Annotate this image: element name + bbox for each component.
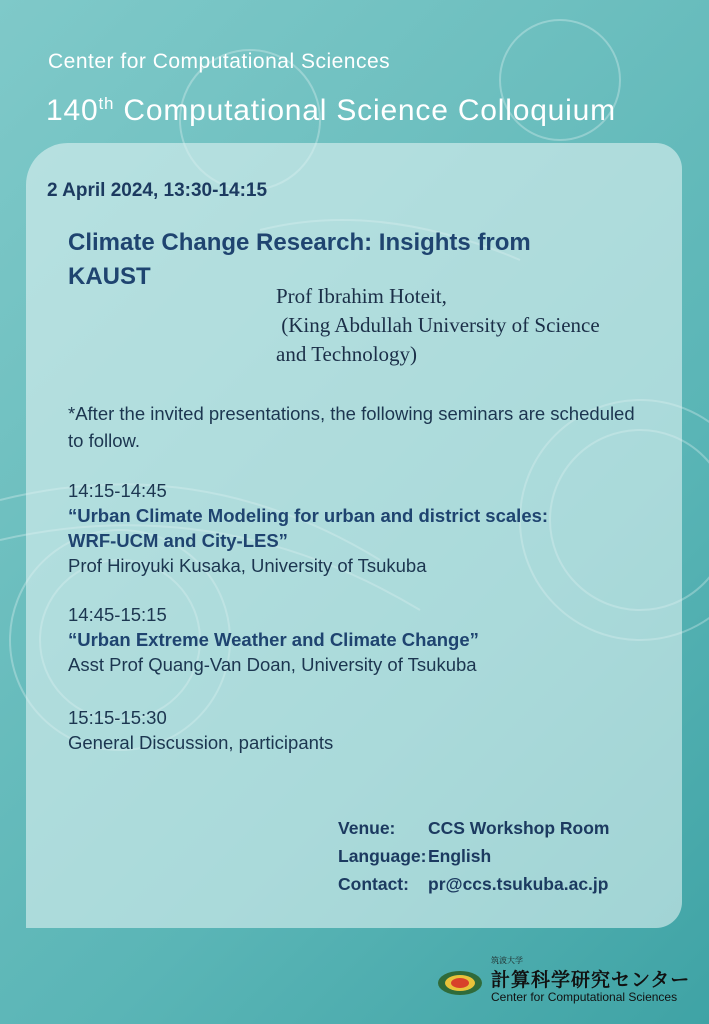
speaker-line: and Technology): [276, 342, 418, 366]
logo-japanese-name: 計算科学研究センター: [491, 970, 691, 991]
contact-label: Contact:: [338, 874, 409, 894]
session-speaker: Asst Prof Quang-Van Doan, University of Tsukuba: [68, 654, 477, 675]
speaker-line: Prof Ibrahim Hoteit,: [276, 284, 447, 308]
header-organization: Center for Computational Sciences: [48, 50, 391, 73]
schedule-note: *After the invited presentations, the following seminars are scheduled to follow.: [68, 403, 635, 451]
session-speaker: General Discussion, participants: [68, 732, 334, 753]
page-title: [46, 94, 616, 128]
session-time: 14:45-15:15: [68, 604, 167, 625]
session-title: “Urban Extreme Weather and Climate Change”: [68, 629, 479, 650]
language-label: Language:: [338, 846, 427, 866]
session-title: “Urban Climate Modeling for urban and district scales:: [68, 505, 549, 526]
venue-row: [338, 814, 610, 842]
ccs-logo-mark-icon: [437, 970, 483, 996]
session-3: [68, 705, 668, 755]
keynote-speaker: [276, 282, 656, 369]
venue-label: Venue:: [338, 818, 396, 838]
title-number: 140: [46, 94, 99, 127]
session-title: WRF-UCM and City-LES”: [68, 530, 288, 551]
ccs-logo: [437, 955, 697, 1005]
title-suffix: th: [98, 94, 115, 113]
venue-value: CCS Workshop Room: [428, 818, 610, 838]
event-info: [338, 814, 610, 898]
language-row: [338, 842, 610, 870]
session-time: 14:15-14:45: [68, 480, 167, 501]
speaker-line: (King Abdullah University of Science: [276, 313, 600, 337]
event-date: 2 April 2024, 13:30-14:15: [47, 180, 268, 201]
language-value: English: [428, 846, 492, 866]
talk-title: Climate Change Research: Insights from KAUST: [68, 229, 531, 290]
session-2: [68, 602, 668, 677]
logo-university: 筑波大学: [491, 956, 523, 965]
logo-english-name: Center for Computational Sciences: [491, 990, 678, 1004]
session-1: [68, 478, 668, 578]
session-speaker: Prof Hiroyuki Kusaka, University of Tsukuba: [68, 555, 427, 576]
title-rest: Computational Science Colloquium: [114, 94, 616, 127]
session-time: 15:15-15:30: [68, 707, 167, 728]
contact-row: [338, 870, 610, 898]
contact-value[interactable]: pr@ccs.tsukuba.ac.jp: [428, 874, 609, 894]
